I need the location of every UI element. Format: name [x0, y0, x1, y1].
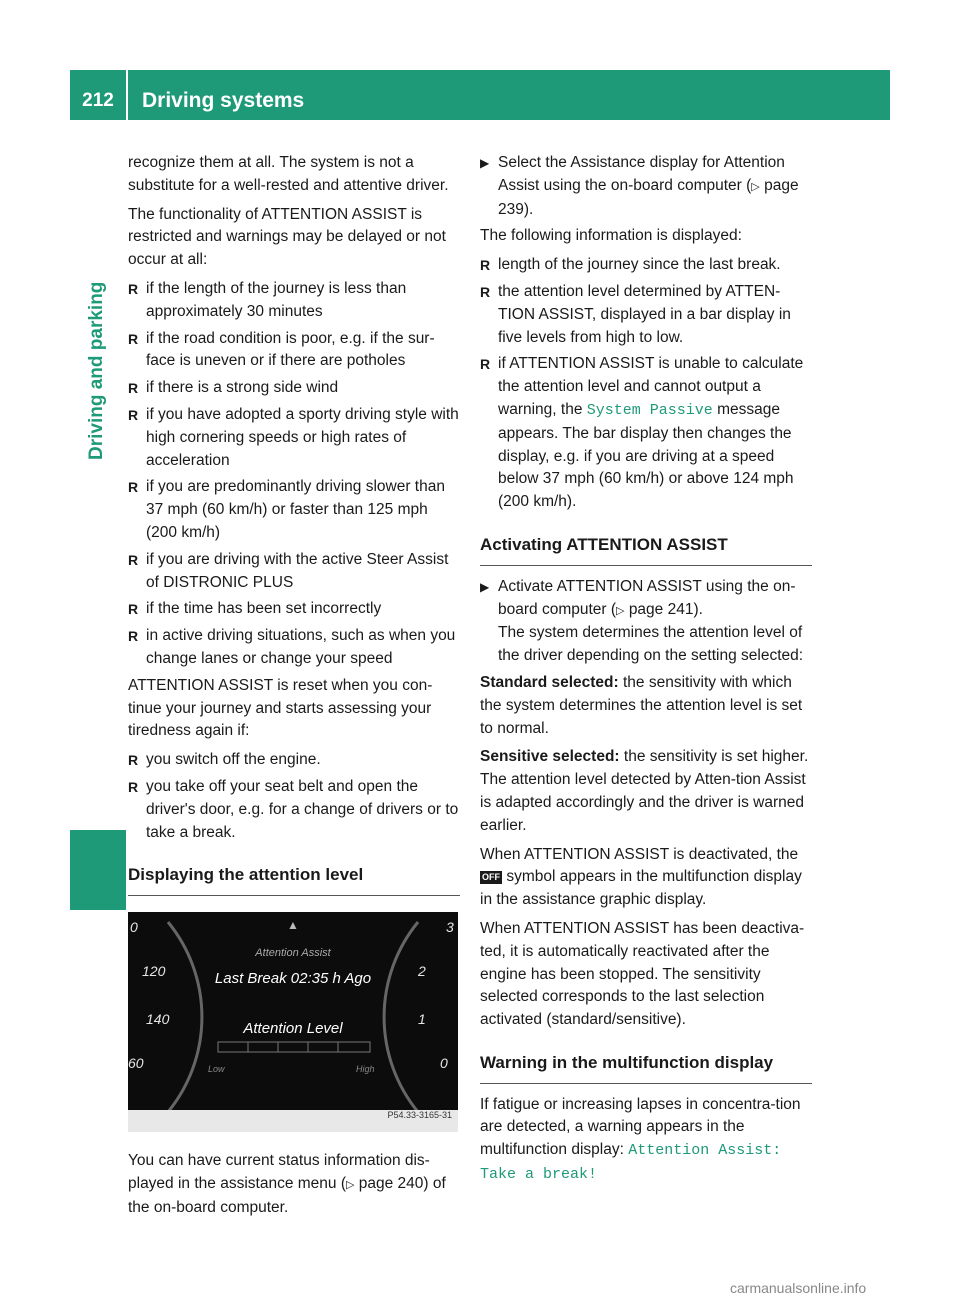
dash-title: Attention Assist — [255, 947, 331, 960]
page-ref-arrow-icon: ▷ — [616, 604, 625, 617]
instruction-step — [480, 576, 812, 668]
paragraph — [480, 672, 812, 740]
text: The system determines the attention level of the driver depending on the setting selected: — [498, 624, 804, 665]
page-reference[interactable]: page 239). — [498, 176, 799, 218]
watermark: carmanualsonline.info — [730, 1280, 867, 1296]
dial-label: 0 — [440, 1055, 448, 1072]
list-item: R you take off your seat belt and open the driver's door, e.g. for a change of drivers or to take a break. — [128, 776, 460, 844]
paragraph: The functionality of ATTENTION ASSIST is restricted and warnings may be delayed or not occur at all: — [128, 205, 446, 269]
warning-message: Take a break! — [480, 1166, 598, 1184]
bullet-list — [128, 278, 460, 671]
step-arrow-icon: ▶ — [480, 579, 490, 594]
display-message: System Passive — [586, 401, 713, 419]
high-label: High — [356, 1064, 375, 1075]
section-heading: Warning in the multifunction display — [480, 1052, 812, 1084]
list-item: R if the time has been set incorrectly — [128, 598, 460, 621]
paragraph: ATTENTION ASSIST is reset when you con-tinue your journey and starts assessing your tiredness again if: — [128, 676, 433, 740]
header-divider — [126, 70, 128, 120]
list-item: R if the length of the journey is less than approximately 30 minutes — [128, 278, 460, 324]
dial-label: 3 — [446, 919, 454, 936]
text: message appears. The bar display then changes the display, e.g. if you are driving at a speed below 37 mph (60 km/h) or above 124 mph (200 km/h). — [498, 400, 794, 511]
paragraph — [480, 844, 812, 912]
text: symbol appears in the multifunction display in the assistance graphic display. — [480, 868, 802, 909]
paragraph — [480, 1094, 812, 1187]
up-arrow-icon: ▲ — [287, 918, 299, 933]
text: Activate ATTENTION ASSIST using the on-board computer ( — [498, 577, 796, 618]
list-item: R if you are predominantly driving slower than 37 mph (60 km/h) or faster than 125 mph (200 km/h) — [128, 476, 460, 544]
text: If fatigue or increasing lapses in concentra-tion are detected, a warning appears in the multifunction display: — [480, 1095, 801, 1159]
paragraph: recognize them at all. The system is not a substitute for a well-rested and attentive driver. — [128, 154, 449, 194]
text: if ATTENTION ASSIST is unable to calculate the attention level and cannot output a warning, the — [498, 355, 804, 418]
page-reference[interactable]: page 240) — [358, 1174, 429, 1192]
page-ref-arrow-icon: ▷ — [345, 1178, 355, 1191]
dial-label: 0 — [130, 919, 138, 936]
paragraph: The following information is displayed: — [480, 227, 742, 245]
section-heading: Displaying the attention level — [128, 864, 460, 896]
figure-code: P54.33-3165-31 — [387, 1110, 452, 1121]
text: You can have current status information dis-played in the assistance menu ( — [128, 1152, 430, 1192]
page-number: 212 — [82, 90, 114, 111]
paragraph — [128, 1150, 460, 1219]
dashboard-figure — [128, 912, 458, 1132]
list-item: R length of the journey since the last break. — [480, 254, 812, 277]
side-tab — [70, 120, 126, 830]
last-break-text: Last Break 02:35 h Ago — [214, 970, 372, 988]
right-column — [480, 152, 812, 1193]
text: the sensitivity with which the system determines the attention level is set to normal. — [480, 673, 803, 737]
dial-label: 2 — [418, 963, 426, 980]
page-ref-arrow-icon: ▷ — [751, 180, 760, 193]
attention-level-label: Attention Level — [243, 1020, 343, 1038]
paragraph: When ATTENTION ASSIST has been deactiva-ted, it is automatically reactivated after the engine has been stopped. The sensitivity selected corresponds to the last selection activated (standard/sensitive). — [480, 919, 805, 1029]
dial-label: 120 — [142, 963, 166, 980]
attention-level-bar — [218, 1042, 370, 1052]
side-color-block — [70, 830, 126, 910]
list-item: R you switch off the engine. — [128, 749, 460, 772]
text: When ATTENTION ASSIST is deactivated, the — [480, 845, 799, 863]
list-item: R if the road condition is poor, e.g. if the sur-face is uneven or if there are potholes — [128, 328, 460, 374]
dial-label: 60 — [128, 1055, 144, 1072]
chapter-title: Driving systems — [142, 89, 305, 112]
option-label: Sensitive selected: — [480, 748, 620, 766]
instruction-step — [480, 152, 812, 221]
bullet-list — [128, 749, 460, 844]
attention-assist-off-icon: OFF — [482, 871, 500, 882]
list-item: R if there is a strong side wind — [128, 377, 460, 400]
step-arrow-icon: ▶ — [480, 156, 490, 170]
paragraph — [480, 746, 812, 837]
dial-label: 1 — [418, 1011, 426, 1028]
left-column — [128, 152, 460, 1226]
list-item: R in active driving situations, such as when you change lanes or change your speed — [128, 625, 460, 671]
list-item — [480, 353, 812, 514]
list-item: R if you have adopted a sporty driving style with high cornering speeds or high rates of acceleration — [128, 404, 460, 472]
warning-message: Attention Assist: — [628, 1142, 782, 1160]
dial-label: 140 — [146, 1011, 170, 1028]
list-item: R the attention level determined by ATTEN-TION ASSIST, displayed in a bar display in five levels from high to low. — [480, 281, 812, 349]
low-label: Low — [208, 1064, 225, 1075]
text: Select the Assistance display for Attention Assist using the on-board computer ( — [498, 154, 785, 194]
text: of the on-board computer. — [128, 1174, 446, 1216]
page-reference[interactable]: page 241). — [628, 600, 703, 618]
option-label: Standard selected: — [480, 673, 619, 691]
text: the sensitivity is set higher. The attention level detected by Atten-tion Assist is adapted accordingly and the driver is warned earlier. — [480, 748, 809, 834]
side-tab-label: Driving and parking — [86, 281, 107, 460]
list-item: R if you are driving with the active Steer Assist of DISTRONIC PLUS — [128, 549, 460, 595]
section-heading: Activating ATTENTION ASSIST — [480, 534, 812, 566]
